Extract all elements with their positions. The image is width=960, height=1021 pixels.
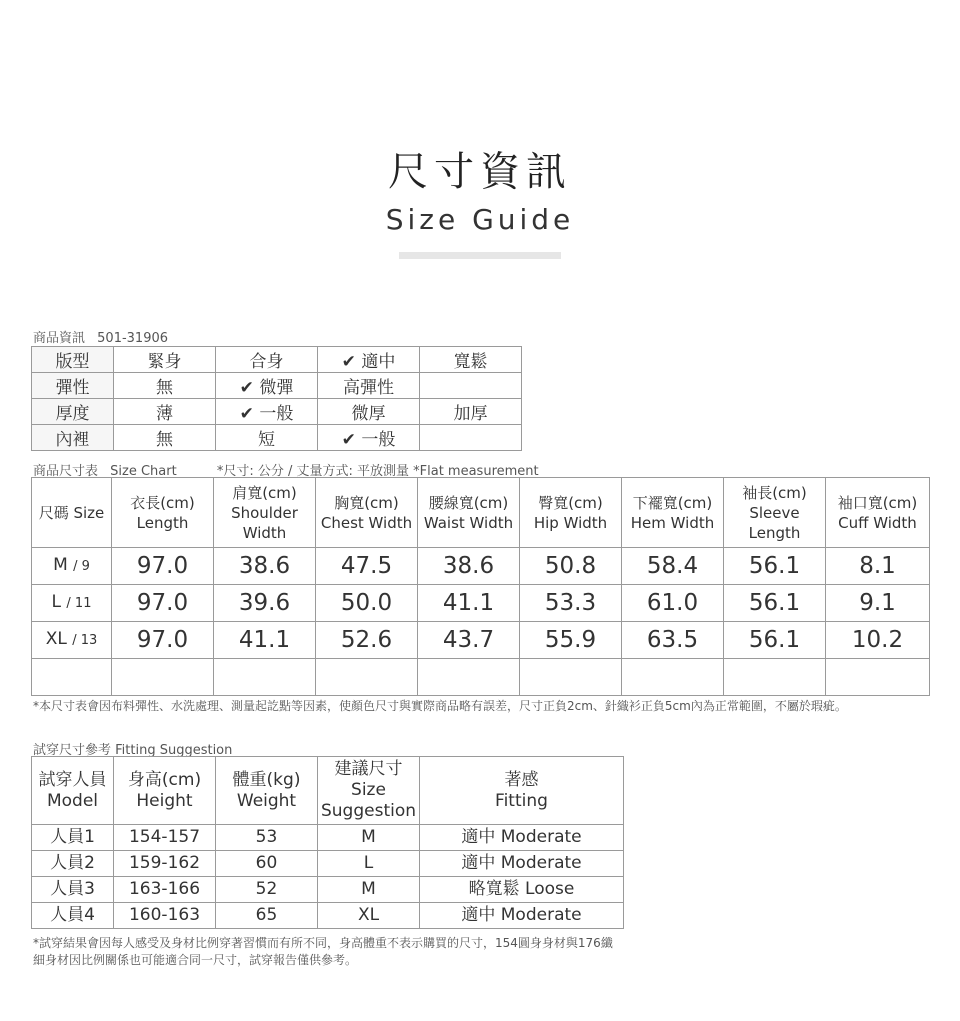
value-cell: 56.1 (724, 585, 826, 622)
unit-note: *尺寸: 公分 / 丈量方式: 平放測量 *Flat measurement (216, 464, 539, 479)
table-row (32, 825, 624, 851)
size-cell: XL / 13 (32, 622, 112, 659)
option-cell: 薄 (114, 399, 216, 425)
empty-cell (214, 659, 316, 696)
size-chart-note: *本尺寸表會因布料彈性、水洗處理、測量起訖點等因素，使顏色尺寸與實際商品略有誤差，尺寸正負2cm、針織衫正負5cm內為正常範圍，不屬於瑕疵。 (33, 699, 847, 713)
option-cell: 短 (216, 425, 318, 451)
empty-cell (520, 659, 622, 696)
column-header: 袖長(cm) Sleeve Length (724, 478, 826, 548)
value-cell: 56.1 (724, 622, 826, 659)
value-cell: 9.1 (826, 585, 930, 622)
column-header: 下襬寬(cm) Hem Width (622, 478, 724, 548)
table-row (32, 425, 522, 451)
option-cell: 加厚 (420, 399, 522, 425)
value-cell: 47.5 (316, 548, 418, 585)
table-row (32, 373, 522, 399)
value-cell: 53.3 (520, 585, 622, 622)
table-row (32, 548, 930, 585)
value-cell: 10.2 (826, 622, 930, 659)
header-divider (399, 252, 561, 259)
empty-cell (724, 659, 826, 696)
empty-row (32, 659, 930, 696)
column-header: 尺碼 Size (32, 478, 112, 548)
value-cell: 43.7 (418, 622, 520, 659)
value-cell: 適中 Moderate (420, 825, 624, 851)
value-cell: 55.9 (520, 622, 622, 659)
value-cell: M (318, 825, 420, 851)
value-cell: 52.6 (316, 622, 418, 659)
fitting-note: *試穿結果會因每人感受及身材比例穿著習慣而有所不同，身高體重不表示購買的尺寸，154圓身身材與176纖細身材因比例關係也可能適合同一尺寸，試穿報告僅供參考。 (33, 936, 613, 967)
column-header: 身高(cm) Height (114, 757, 216, 825)
value-cell: 154-157 (114, 825, 216, 851)
option-cell: 寬鬆 (420, 347, 522, 373)
value-cell: 適中 Moderate (420, 903, 624, 929)
column-header: 試穿人員 Model (32, 757, 114, 825)
value-cell: 60 (216, 851, 318, 877)
fitting-table (31, 756, 624, 929)
value-cell: 略寬鬆 Loose (420, 877, 624, 903)
row-header-cell: 版型 (32, 347, 114, 373)
option-cell: 緊身 (114, 347, 216, 373)
option-cell (420, 425, 522, 451)
option-cell: ✔ 一般 (216, 399, 318, 425)
product-code: 501-31906 (97, 331, 169, 346)
value-cell: 160-163 (114, 903, 216, 929)
empty-cell (316, 659, 418, 696)
size-chart-label: 商品尺寸表 Size Chart *尺寸: 公分 / 丈量方式: 平放測量 *Flat measurement (33, 464, 539, 479)
header-row (32, 478, 930, 548)
option-cell: 高彈性 (318, 373, 420, 399)
column-header: 胸寬(cm) Chest Width (316, 478, 418, 548)
value-cell: 61.0 (622, 585, 724, 622)
row-header-cell: 厚度 (32, 399, 114, 425)
column-header: 肩寬(cm) Shoulder Width (214, 478, 316, 548)
page-header (0, 148, 960, 238)
column-header: 袖口寬(cm) Cuff Width (826, 478, 930, 548)
value-cell: 人員2 (32, 851, 114, 877)
page-title: 尺寸資訊 (388, 149, 572, 195)
value-cell: 63.5 (622, 622, 724, 659)
fitting-label: 試穿尺寸參考 Fitting Suggestion (33, 743, 233, 758)
empty-cell (418, 659, 520, 696)
value-cell: 58.4 (622, 548, 724, 585)
empty-cell (32, 659, 112, 696)
row-header-cell: 內裡 (32, 425, 114, 451)
value-cell: 適中 Moderate (420, 851, 624, 877)
page-subtitle: Size Guide (385, 203, 575, 236)
value-cell: 41.1 (214, 622, 316, 659)
value-cell: 人員4 (32, 903, 114, 929)
value-cell: 56.1 (724, 548, 826, 585)
row-header-cell: 彈性 (32, 373, 114, 399)
value-cell: M (318, 877, 420, 903)
value-cell: XL (318, 903, 420, 929)
column-header: 體重(kg) Weight (216, 757, 318, 825)
product-info-table (31, 346, 522, 451)
column-header: 臀寬(cm) Hip Width (520, 478, 622, 548)
option-cell: ✔ 適中 (318, 347, 420, 373)
value-cell: 8.1 (826, 548, 930, 585)
value-cell: 65 (216, 903, 318, 929)
empty-cell (622, 659, 724, 696)
column-header: 衣長(cm) Length (112, 478, 214, 548)
option-cell: 微厚 (318, 399, 420, 425)
option-cell: 合身 (216, 347, 318, 373)
option-cell: 無 (114, 425, 216, 451)
value-cell: 97.0 (112, 622, 214, 659)
value-cell: 41.1 (418, 585, 520, 622)
size-chart-table (31, 477, 930, 696)
empty-cell (112, 659, 214, 696)
value-cell: 97.0 (112, 548, 214, 585)
value-cell: L (318, 851, 420, 877)
value-cell: 人員1 (32, 825, 114, 851)
value-cell: 97.0 (112, 585, 214, 622)
value-cell: 163-166 (114, 877, 216, 903)
column-header: 著感 Fitting (420, 757, 624, 825)
value-cell: 38.6 (214, 548, 316, 585)
product-info-label: 商品資訊 501-31906 (33, 331, 169, 346)
value-cell: 39.6 (214, 585, 316, 622)
header-row (32, 757, 624, 825)
table-row (32, 585, 930, 622)
value-cell: 159-162 (114, 851, 216, 877)
option-cell: ✔ 一般 (318, 425, 420, 451)
table-row (32, 347, 522, 373)
value-cell: 38.6 (418, 548, 520, 585)
option-cell: 無 (114, 373, 216, 399)
size-cell: L / 11 (32, 585, 112, 622)
value-cell: 52 (216, 877, 318, 903)
table-row (32, 877, 624, 903)
table-row (32, 399, 522, 425)
option-cell (420, 373, 522, 399)
table-row (32, 622, 930, 659)
table-row (32, 903, 624, 929)
value-cell: 50.0 (316, 585, 418, 622)
size-cell: M / 9 (32, 548, 112, 585)
option-cell: ✔ 微彈 (216, 373, 318, 399)
column-header: 腰線寬(cm) Waist Width (418, 478, 520, 548)
column-header: 建議尺寸 Size Suggestion (318, 757, 420, 825)
empty-cell (826, 659, 930, 696)
value-cell: 53 (216, 825, 318, 851)
value-cell: 50.8 (520, 548, 622, 585)
table-row (32, 851, 624, 877)
value-cell: 人員3 (32, 877, 114, 903)
